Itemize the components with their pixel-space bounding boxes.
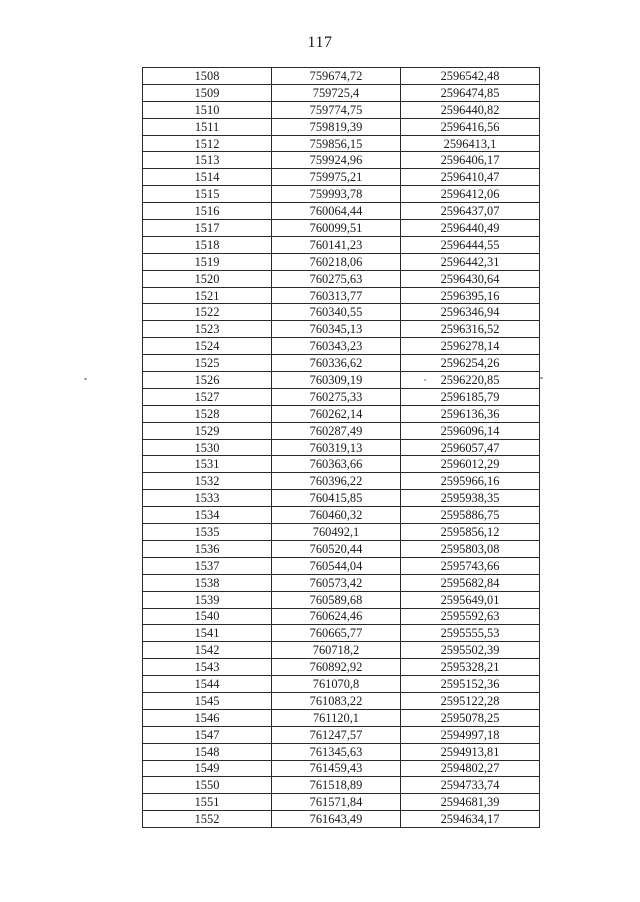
point-number-cell: 1524 (143, 338, 272, 355)
x-coordinate-cell: 760718,2 (272, 642, 401, 659)
x-coordinate-cell: 761643,49 (272, 811, 401, 828)
y-coordinate-cell: 2596430,64 (401, 270, 540, 287)
x-coordinate-cell: 760319,13 (272, 439, 401, 456)
table-row (143, 490, 540, 507)
x-coordinate-cell: 761459,43 (272, 760, 401, 777)
table-row (143, 608, 540, 625)
x-coordinate-cell: 760262,14 (272, 405, 401, 422)
y-coordinate-cell: 2596442,31 (401, 253, 540, 270)
table-row (143, 372, 540, 389)
x-coordinate-cell: 760573,42 (272, 574, 401, 591)
table-row (143, 355, 540, 372)
y-coordinate-cell: 2595502,39 (401, 642, 540, 659)
point-number-cell: 1532 (143, 473, 272, 490)
y-coordinate-cell: 2594681,39 (401, 794, 540, 811)
y-coordinate-cell: 2595938,35 (401, 490, 540, 507)
y-coordinate-cell: 2594997,18 (401, 726, 540, 743)
table-row (143, 68, 540, 85)
table-row (143, 439, 540, 456)
point-number-cell: 1516 (143, 203, 272, 220)
point-number-cell: 1536 (143, 540, 272, 557)
y-coordinate-cell: 2594802,27 (401, 760, 540, 777)
point-number-cell: 1550 (143, 777, 272, 794)
point-number-cell: 1515 (143, 186, 272, 203)
x-coordinate-cell: 760520,44 (272, 540, 401, 557)
table-row (143, 743, 540, 760)
point-number-cell: 1529 (143, 422, 272, 439)
y-coordinate-cell: 2596474,85 (401, 84, 540, 101)
page-number: 117 (307, 34, 333, 51)
x-coordinate-cell: 761247,57 (272, 726, 401, 743)
table-row (143, 760, 540, 777)
point-number-cell: 1542 (143, 642, 272, 659)
x-coordinate-cell: 759975,21 (272, 169, 401, 186)
coordinates-table (142, 67, 540, 828)
y-coordinate-cell: 2596440,82 (401, 101, 540, 118)
x-coordinate-cell: 759993,78 (272, 186, 401, 203)
y-coordinate-cell: 2596395,16 (401, 287, 540, 304)
y-coordinate-cell: 2596254,26 (401, 355, 540, 372)
x-coordinate-cell: 759674,72 (272, 68, 401, 85)
y-coordinate-cell: 2596346,94 (401, 304, 540, 321)
table-row (143, 676, 540, 693)
point-number-cell: 1543 (143, 659, 272, 676)
x-coordinate-cell: 760313,77 (272, 287, 401, 304)
x-coordinate-cell: 760099,51 (272, 220, 401, 237)
table-row (143, 692, 540, 709)
table-row (143, 101, 540, 118)
point-number-cell: 1544 (143, 676, 272, 693)
y-coordinate-cell: 2594733,74 (401, 777, 540, 794)
table-row (143, 388, 540, 405)
x-coordinate-cell: 760892,92 (272, 659, 401, 676)
table-row (143, 456, 540, 473)
table-row (143, 186, 540, 203)
table-row (143, 473, 540, 490)
x-coordinate-cell: 760309,19 (272, 372, 401, 389)
x-coordinate-cell: 760340,55 (272, 304, 401, 321)
x-coordinate-cell: 761083,22 (272, 692, 401, 709)
y-coordinate-cell: 2596136,36 (401, 405, 540, 422)
y-coordinate-cell: 2595122,28 (401, 692, 540, 709)
table-row (143, 253, 540, 270)
x-coordinate-cell: 761518,89 (272, 777, 401, 794)
x-coordinate-cell: 760218,06 (272, 253, 401, 270)
point-number-cell: 1509 (143, 84, 272, 101)
x-coordinate-cell: 760345,13 (272, 321, 401, 338)
x-coordinate-cell: 759725,4 (272, 84, 401, 101)
y-coordinate-cell: 2596185,79 (401, 388, 540, 405)
point-number-cell: 1518 (143, 236, 272, 253)
point-number-cell: 1508 (143, 68, 272, 85)
table-row (143, 625, 540, 642)
x-coordinate-cell: 761345,63 (272, 743, 401, 760)
y-coordinate-cell: 2596278,14 (401, 338, 540, 355)
point-number-cell: 1531 (143, 456, 272, 473)
point-number-cell: 1549 (143, 760, 272, 777)
y-coordinate-cell: 2596412,06 (401, 186, 540, 203)
point-number-cell: 1539 (143, 591, 272, 608)
y-coordinate-cell: 2595078,25 (401, 709, 540, 726)
table-row (143, 811, 540, 828)
point-number-cell: 1540 (143, 608, 272, 625)
y-coordinate-cell: 2594634,17 (401, 811, 540, 828)
table-row (143, 642, 540, 659)
table-row (143, 777, 540, 794)
y-coordinate-cell: 2596406,17 (401, 152, 540, 169)
point-number-cell: 1525 (143, 355, 272, 372)
table-row (143, 507, 540, 524)
point-number-cell: 1517 (143, 220, 272, 237)
x-coordinate-cell: 760589,68 (272, 591, 401, 608)
coordinates-table-body (143, 68, 540, 828)
point-number-cell: 1552 (143, 811, 272, 828)
point-number-cell: 1551 (143, 794, 272, 811)
point-number-cell: 1526 (143, 372, 272, 389)
y-coordinate-cell: 2596057,47 (401, 439, 540, 456)
point-number-cell: 1527 (143, 388, 272, 405)
table-row (143, 203, 540, 220)
point-number-cell: 1520 (143, 270, 272, 287)
x-coordinate-cell: 760396,22 (272, 473, 401, 490)
point-number-cell: 1514 (143, 169, 272, 186)
table-row (143, 540, 540, 557)
point-number-cell: 1545 (143, 692, 272, 709)
table-row (143, 659, 540, 676)
y-coordinate-cell: 2596096,14 (401, 422, 540, 439)
x-coordinate-cell: 761571,84 (272, 794, 401, 811)
point-number-cell: 1512 (143, 135, 272, 152)
x-coordinate-cell: 760460,32 (272, 507, 401, 524)
y-coordinate-cell: 2595649,01 (401, 591, 540, 608)
x-coordinate-cell: 760492,1 (272, 524, 401, 541)
x-coordinate-cell: 759856,15 (272, 135, 401, 152)
y-coordinate-cell: 2596413,1 (401, 135, 540, 152)
point-number-cell: 1534 (143, 507, 272, 524)
table-row (143, 304, 540, 321)
y-coordinate-cell: 2596440,49 (401, 220, 540, 237)
y-coordinate-cell: 2596444,55 (401, 236, 540, 253)
table-row (143, 118, 540, 135)
table-row (143, 591, 540, 608)
table-row (143, 321, 540, 338)
x-coordinate-cell: 760624,46 (272, 608, 401, 625)
x-coordinate-cell: 760287,49 (272, 422, 401, 439)
x-coordinate-cell: 760064,44 (272, 203, 401, 220)
point-number-cell: 1548 (143, 743, 272, 760)
x-coordinate-cell: 760343,23 (272, 338, 401, 355)
x-coordinate-cell: 759819,39 (272, 118, 401, 135)
y-coordinate-cell: 2595592,63 (401, 608, 540, 625)
y-coordinate-cell: 2595328,21 (401, 659, 540, 676)
y-coordinate-cell: 2594913,81 (401, 743, 540, 760)
x-coordinate-cell: 760141,23 (272, 236, 401, 253)
table-row (143, 405, 540, 422)
table-row (143, 270, 540, 287)
y-coordinate-cell: 2595886,75 (401, 507, 540, 524)
table-row (143, 84, 540, 101)
table-row (143, 574, 540, 591)
point-number-cell: 1510 (143, 101, 272, 118)
table-row (143, 338, 540, 355)
scan-speck (540, 377, 543, 379)
table-row (143, 422, 540, 439)
table-row (143, 557, 540, 574)
table-row (143, 236, 540, 253)
x-coordinate-cell: 760544,04 (272, 557, 401, 574)
table-row (143, 726, 540, 743)
point-number-cell: 1537 (143, 557, 272, 574)
y-coordinate-cell: 2596416,56 (401, 118, 540, 135)
x-coordinate-cell: 761070,8 (272, 676, 401, 693)
y-coordinate-cell: 2595803,08 (401, 540, 540, 557)
point-number-cell: 1533 (143, 490, 272, 507)
point-number-cell: 1535 (143, 524, 272, 541)
point-number-cell: 1521 (143, 287, 272, 304)
table-row (143, 524, 540, 541)
x-coordinate-cell: 759924,96 (272, 152, 401, 169)
point-number-cell: 1522 (143, 304, 272, 321)
point-number-cell: 1511 (143, 118, 272, 135)
point-number-cell: 1541 (143, 625, 272, 642)
x-coordinate-cell: 760336,62 (272, 355, 401, 372)
scan-speck (84, 378, 87, 380)
scan-speck (424, 379, 426, 381)
y-coordinate-cell: 2595743,66 (401, 557, 540, 574)
x-coordinate-cell: 760665,77 (272, 625, 401, 642)
point-number-cell: 1530 (143, 439, 272, 456)
table-row (143, 709, 540, 726)
y-coordinate-cell: 2596220,85 (401, 372, 540, 389)
point-number-cell: 1546 (143, 709, 272, 726)
point-number-cell: 1528 (143, 405, 272, 422)
x-coordinate-cell: 760363,66 (272, 456, 401, 473)
y-coordinate-cell: 2596437,07 (401, 203, 540, 220)
y-coordinate-cell: 2595966,16 (401, 473, 540, 490)
table-row (143, 169, 540, 186)
x-coordinate-cell: 761120,1 (272, 709, 401, 726)
table-row (143, 287, 540, 304)
point-number-cell: 1547 (143, 726, 272, 743)
table-row (143, 220, 540, 237)
x-coordinate-cell: 760275,63 (272, 270, 401, 287)
y-coordinate-cell: 2596410,47 (401, 169, 540, 186)
point-number-cell: 1523 (143, 321, 272, 338)
x-coordinate-cell: 760275,33 (272, 388, 401, 405)
table-row (143, 794, 540, 811)
point-number-cell: 1513 (143, 152, 272, 169)
y-coordinate-cell: 2595856,12 (401, 524, 540, 541)
table-row (143, 135, 540, 152)
y-coordinate-cell: 2595682,84 (401, 574, 540, 591)
point-number-cell: 1538 (143, 574, 272, 591)
y-coordinate-cell: 2595152,36 (401, 676, 540, 693)
y-coordinate-cell: 2596012,29 (401, 456, 540, 473)
y-coordinate-cell: 2596542,48 (401, 68, 540, 85)
y-coordinate-cell: 2596316,52 (401, 321, 540, 338)
x-coordinate-cell: 760415,85 (272, 490, 401, 507)
table-row (143, 152, 540, 169)
point-number-cell: 1519 (143, 253, 272, 270)
x-coordinate-cell: 759774,75 (272, 101, 401, 118)
y-coordinate-cell: 2595555,53 (401, 625, 540, 642)
